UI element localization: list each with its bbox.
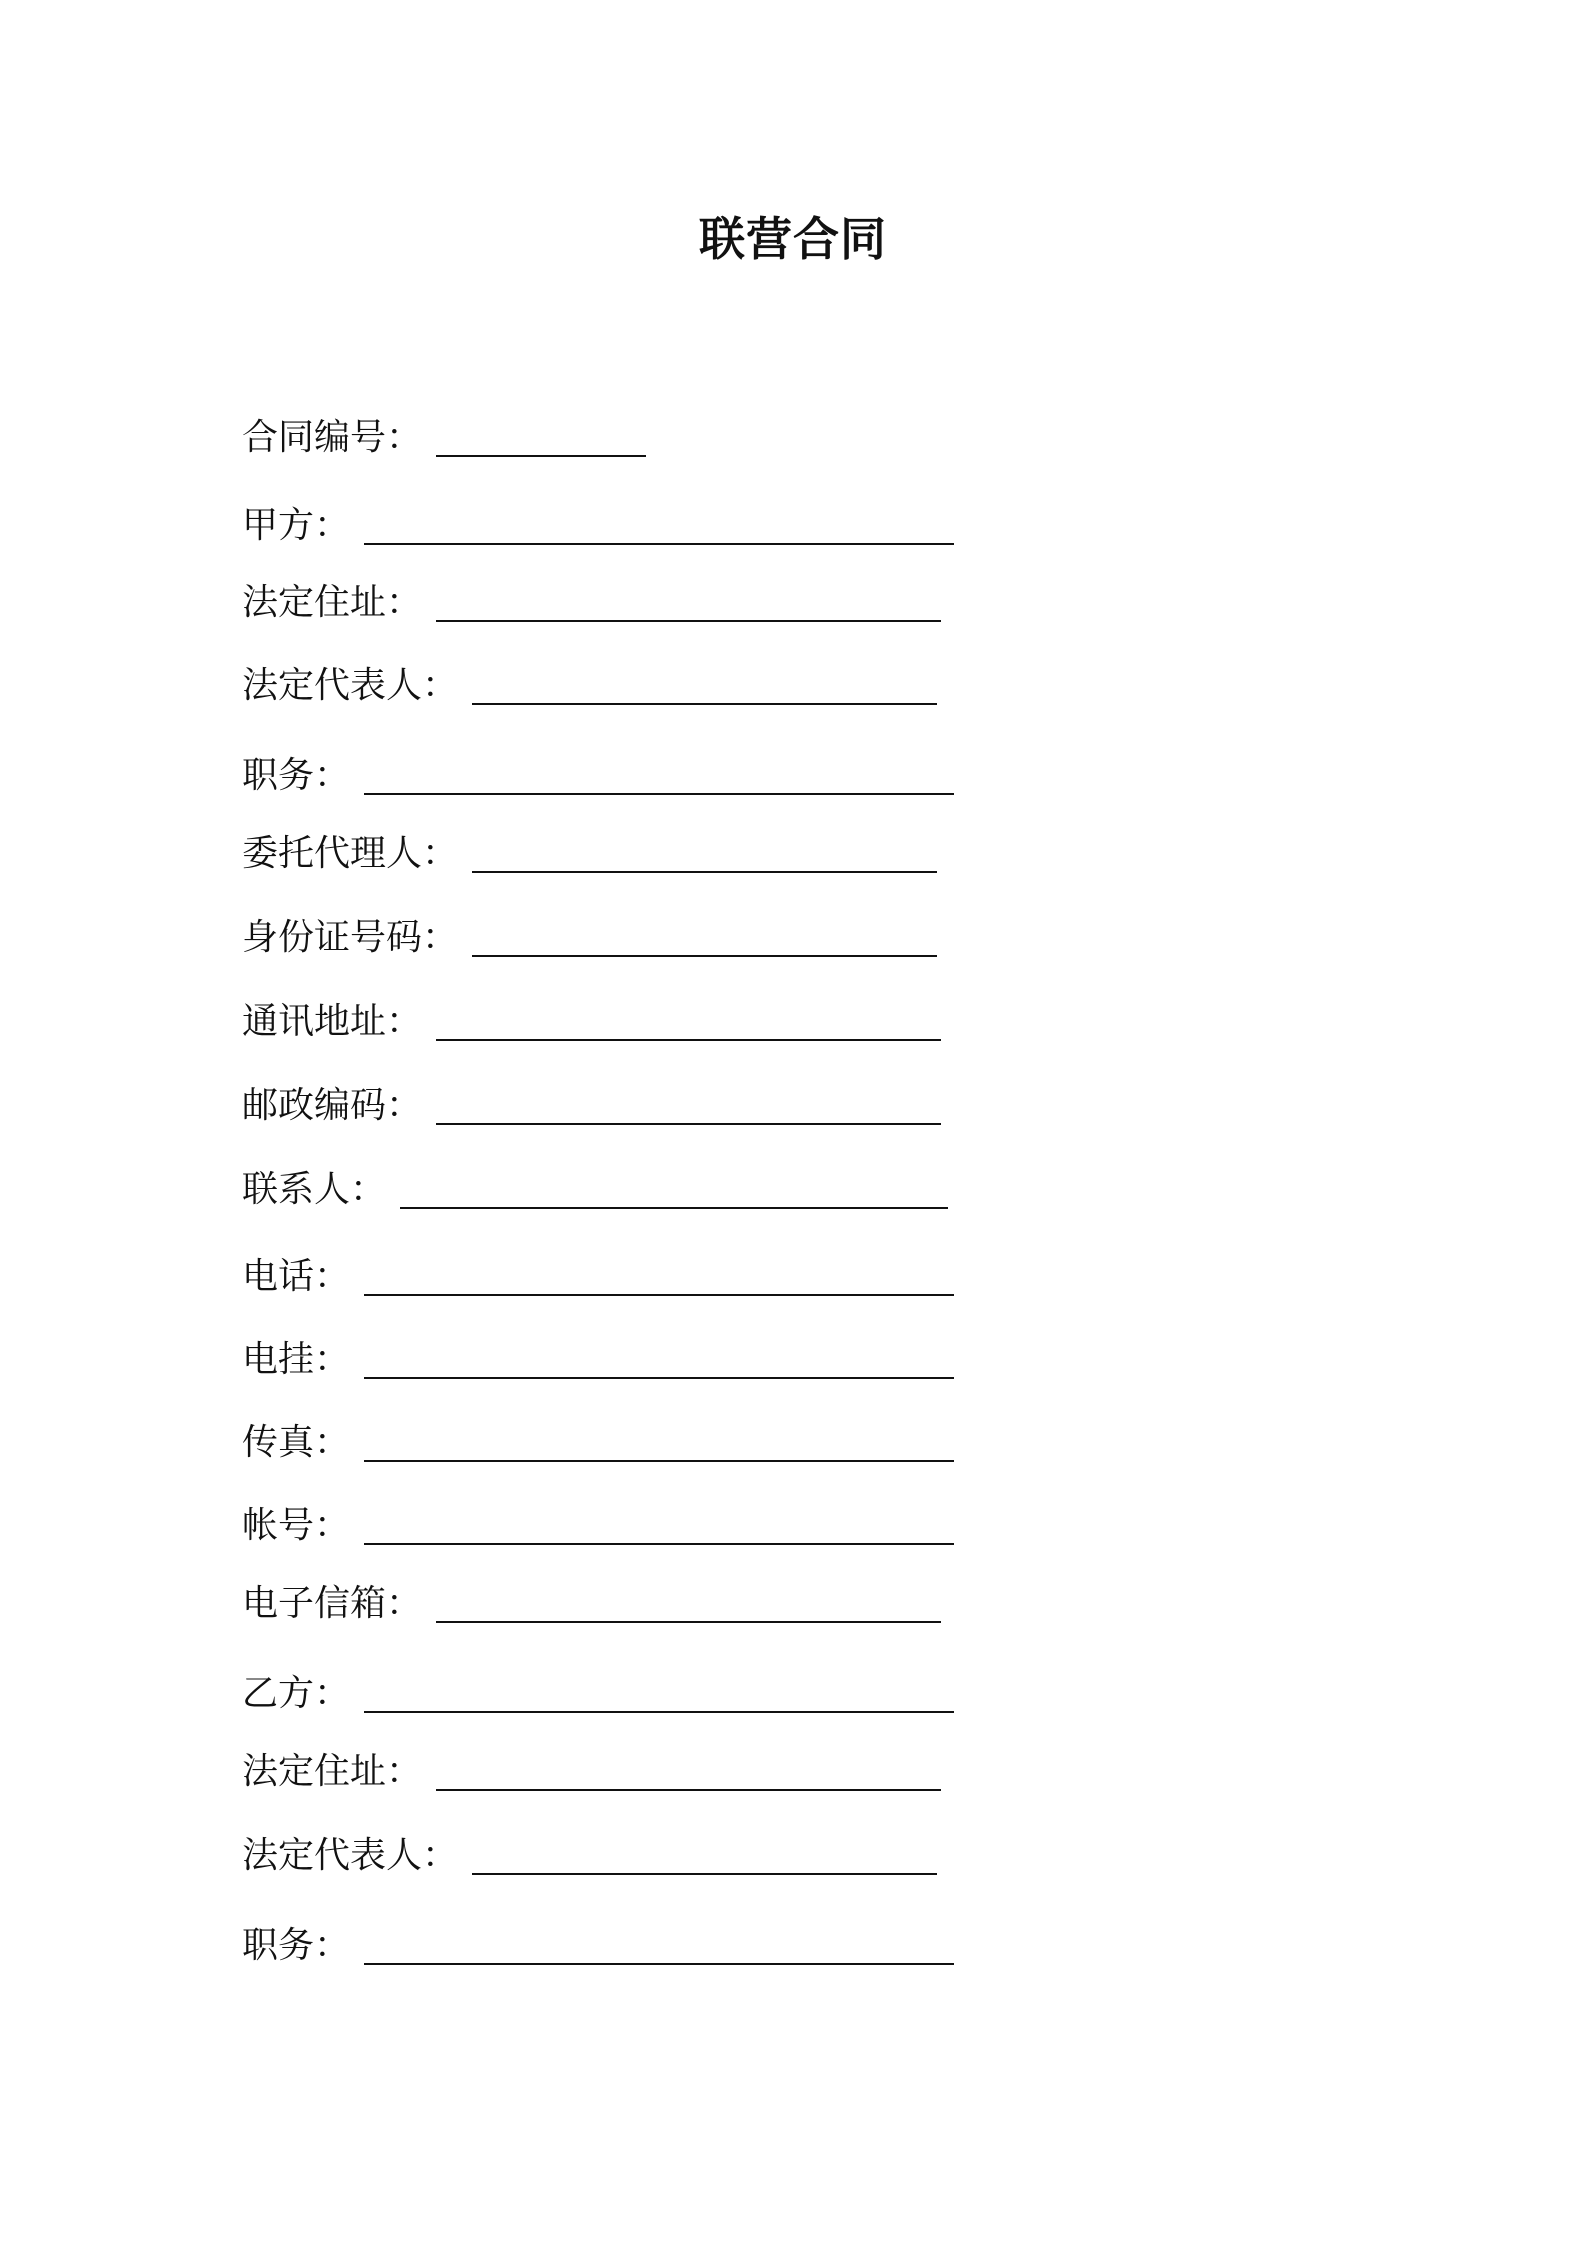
field-blank-line[interactable] <box>472 871 937 873</box>
field-colon: ： <box>314 1422 351 1463</box>
field-label: 法定代表人 <box>242 665 423 706</box>
field-blank-line[interactable] <box>400 1207 948 1209</box>
field-label: 法定住址 <box>242 1751 387 1792</box>
field-blank-line[interactable] <box>472 703 937 705</box>
field-blank-line[interactable] <box>364 1711 954 1713</box>
field-label: 帐号 <box>242 1505 315 1546</box>
field-blank-line[interactable] <box>364 1377 954 1379</box>
field-party-b <box>242 1673 954 1714</box>
field-contact-person <box>242 1169 948 1210</box>
field-colon: ： <box>314 1339 351 1380</box>
field-label: 法定代表人 <box>242 1835 423 1876</box>
field-label: 通讯地址 <box>242 1001 387 1042</box>
field-label: 职务 <box>242 1925 315 1966</box>
field-label: 电挂 <box>242 1339 315 1380</box>
field-colon: ： <box>386 1583 423 1624</box>
field-party-a-legal-representative <box>242 665 937 706</box>
field-label: 职务 <box>242 755 315 796</box>
field-party-a <box>242 505 954 546</box>
field-email <box>242 1583 941 1624</box>
field-blank-line[interactable] <box>364 1963 954 1965</box>
field-authorized-agent <box>242 833 937 874</box>
field-label: 传真 <box>242 1422 315 1463</box>
field-blank-line[interactable] <box>436 620 941 622</box>
field-contract-number <box>242 417 646 458</box>
field-label: 法定住址 <box>242 582 387 623</box>
field-telegraph <box>242 1339 954 1380</box>
field-postal-code <box>242 1085 941 1126</box>
field-colon: ： <box>350 1169 387 1210</box>
field-id-number <box>242 917 937 958</box>
field-party-b-legal-representative <box>242 1835 937 1876</box>
field-colon: ： <box>386 1085 423 1126</box>
field-party-b-legal-address <box>242 1751 941 1792</box>
field-blank-line[interactable] <box>436 1789 941 1791</box>
field-blank-line[interactable] <box>364 543 954 545</box>
field-colon: ： <box>422 1835 459 1876</box>
field-label: 委托代理人 <box>242 833 423 874</box>
field-fax <box>242 1422 954 1463</box>
field-label: 甲方 <box>242 505 315 546</box>
field-mailing-address <box>242 1001 941 1042</box>
field-label: 电子信箱 <box>242 1583 387 1624</box>
field-telephone <box>242 1256 954 1297</box>
field-colon: ： <box>386 582 423 623</box>
field-colon: ： <box>386 417 423 458</box>
field-colon: ： <box>314 1505 351 1546</box>
field-blank-line[interactable] <box>436 1123 941 1125</box>
field-blank-line[interactable] <box>436 1621 941 1623</box>
field-blank-line[interactable] <box>436 1039 941 1041</box>
field-colon: ： <box>314 755 351 796</box>
field-party-a-legal-address <box>242 582 941 623</box>
field-blank-line[interactable] <box>472 955 937 957</box>
field-colon: ： <box>314 1673 351 1714</box>
field-label: 乙方 <box>242 1673 315 1714</box>
field-colon: ： <box>314 1925 351 1966</box>
field-label: 联系人 <box>242 1169 351 1210</box>
field-colon: ： <box>314 505 351 546</box>
field-label: 电话 <box>242 1256 315 1297</box>
field-label: 身份证号码 <box>242 917 423 958</box>
field-account-number <box>242 1505 954 1546</box>
field-label: 合同编号 <box>242 417 387 458</box>
field-label: 邮政编码 <box>242 1085 387 1126</box>
field-blank-line[interactable] <box>364 1460 954 1462</box>
field-blank-line[interactable] <box>364 1294 954 1296</box>
field-party-a-position <box>242 755 954 796</box>
field-colon: ： <box>314 1256 351 1297</box>
document-title: 联营合同 <box>699 212 887 266</box>
field-colon: ： <box>386 1001 423 1042</box>
field-colon: ： <box>422 833 459 874</box>
field-blank-line[interactable] <box>364 793 954 795</box>
field-blank-line[interactable] <box>472 1873 937 1875</box>
field-blank-line[interactable] <box>436 455 646 457</box>
field-colon: ： <box>422 665 459 706</box>
field-colon: ： <box>386 1751 423 1792</box>
field-blank-line[interactable] <box>364 1543 954 1545</box>
field-colon: ： <box>422 917 459 958</box>
field-party-b-position <box>242 1925 954 1966</box>
